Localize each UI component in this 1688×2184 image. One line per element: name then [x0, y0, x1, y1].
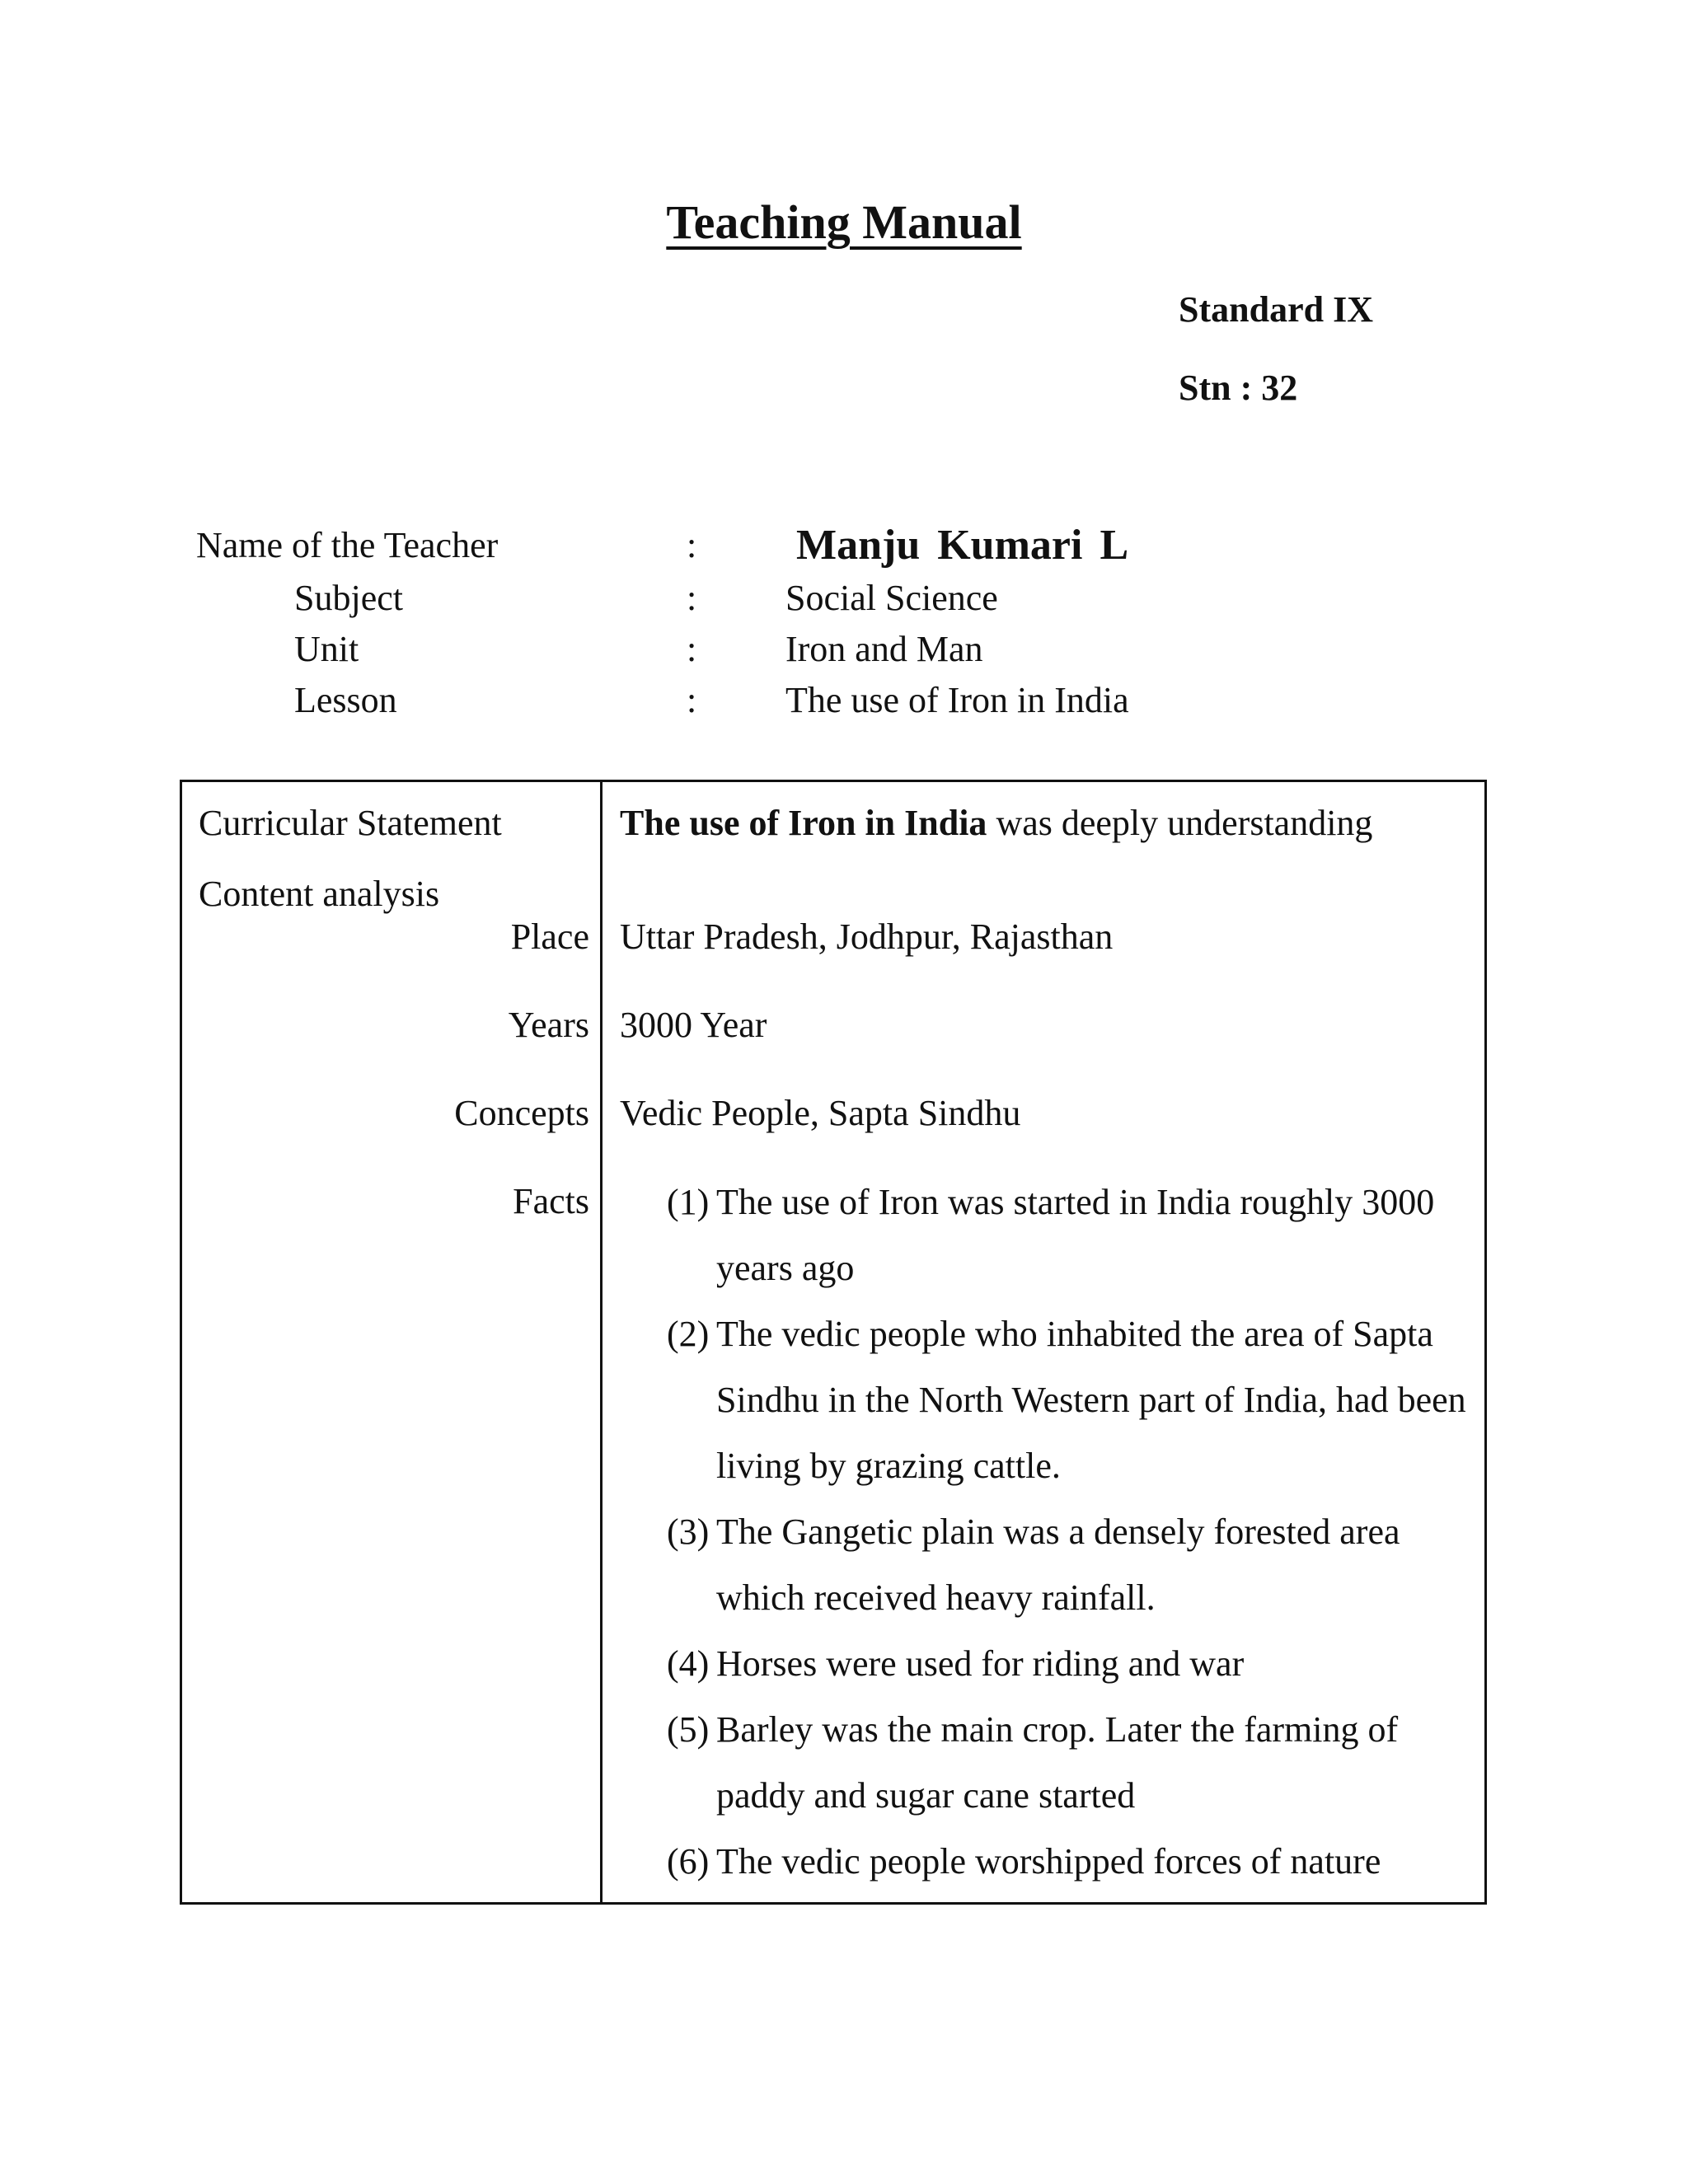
content-table: [180, 780, 1487, 1905]
fact-text: The Gangetic plain was a densely forested area which received heavy rainfall.: [716, 1511, 1400, 1618]
lesson-label: Lesson: [294, 680, 397, 720]
place-label: Place: [510, 916, 589, 957]
lesson-value: The use of Iron in India: [785, 680, 1129, 720]
fact-text: Horses were used for riding and war: [716, 1643, 1245, 1684]
fact-text: The vedic people who inhabited the area of Sapta Sindhu in the North Western part of India, had been living by grazing cattle.: [716, 1314, 1466, 1486]
lesson-separator: :: [687, 680, 697, 720]
teacher-label: Name of the Teacher: [196, 525, 499, 565]
fact-item: [667, 1301, 1483, 1499]
fact-number: (5): [667, 1709, 710, 1750]
table-divider: [600, 782, 603, 1902]
facts-list: [667, 1169, 1483, 1895]
unit-label: Unit: [294, 629, 359, 669]
stn-label: Stn : 32: [1179, 368, 1298, 408]
fact-text: The use of Iron was started in India roughly 3000 years ago: [716, 1182, 1435, 1288]
content-analysis-label: Content analysis: [199, 874, 440, 914]
years-value: 3000 Year: [620, 1005, 767, 1045]
curricular-statement-bold: The use of Iron in India: [620, 803, 987, 843]
concepts-label: Concepts: [454, 1093, 589, 1133]
fact-item: [667, 1499, 1483, 1631]
fact-item: [667, 1631, 1483, 1697]
teacher-separator: :: [687, 525, 697, 565]
teacher-row: [0, 524, 1688, 574]
fact-text: The vedic people worshipped forces of nature: [716, 1841, 1381, 1882]
subject-row: [0, 577, 1688, 626]
curricular-statement-value: [620, 802, 1372, 844]
lesson-row: [0, 679, 1688, 729]
fact-number: (4): [667, 1643, 710, 1684]
facts-label: Facts: [513, 1181, 589, 1221]
subject-value: Social Science: [785, 578, 998, 618]
page-title: Teaching Manual: [666, 195, 1022, 249]
fact-number: (1): [667, 1182, 710, 1222]
unit-value: Iron and Man: [785, 629, 983, 669]
fact-item: [667, 1697, 1483, 1829]
subject-separator: :: [687, 578, 697, 618]
curricular-statement-label: Curricular Statement: [199, 803, 502, 843]
curricular-statement-rest: was deeply understanding: [987, 803, 1373, 843]
years-label: Years: [508, 1005, 589, 1045]
fact-item: [667, 1169, 1483, 1301]
fact-item: [667, 1829, 1483, 1895]
fact-number: (3): [667, 1511, 710, 1552]
fact-text: Barley was the main crop. Later the farming of paddy and sugar cane started: [716, 1709, 1399, 1816]
subject-label: Subject: [294, 578, 403, 618]
place-value: Uttar Pradesh, Jodhpur, Rajasthan: [620, 916, 1114, 957]
standard-label: Standard IX: [1179, 289, 1373, 330]
unit-separator: :: [687, 629, 697, 669]
teacher-name: Manju Kumari L: [796, 522, 1129, 569]
concepts-value: Vedic People, Sapta Sindhu: [620, 1093, 1021, 1133]
fact-number: (2): [667, 1314, 710, 1354]
fact-number: (6): [667, 1841, 710, 1882]
unit-row: [0, 628, 1688, 677]
